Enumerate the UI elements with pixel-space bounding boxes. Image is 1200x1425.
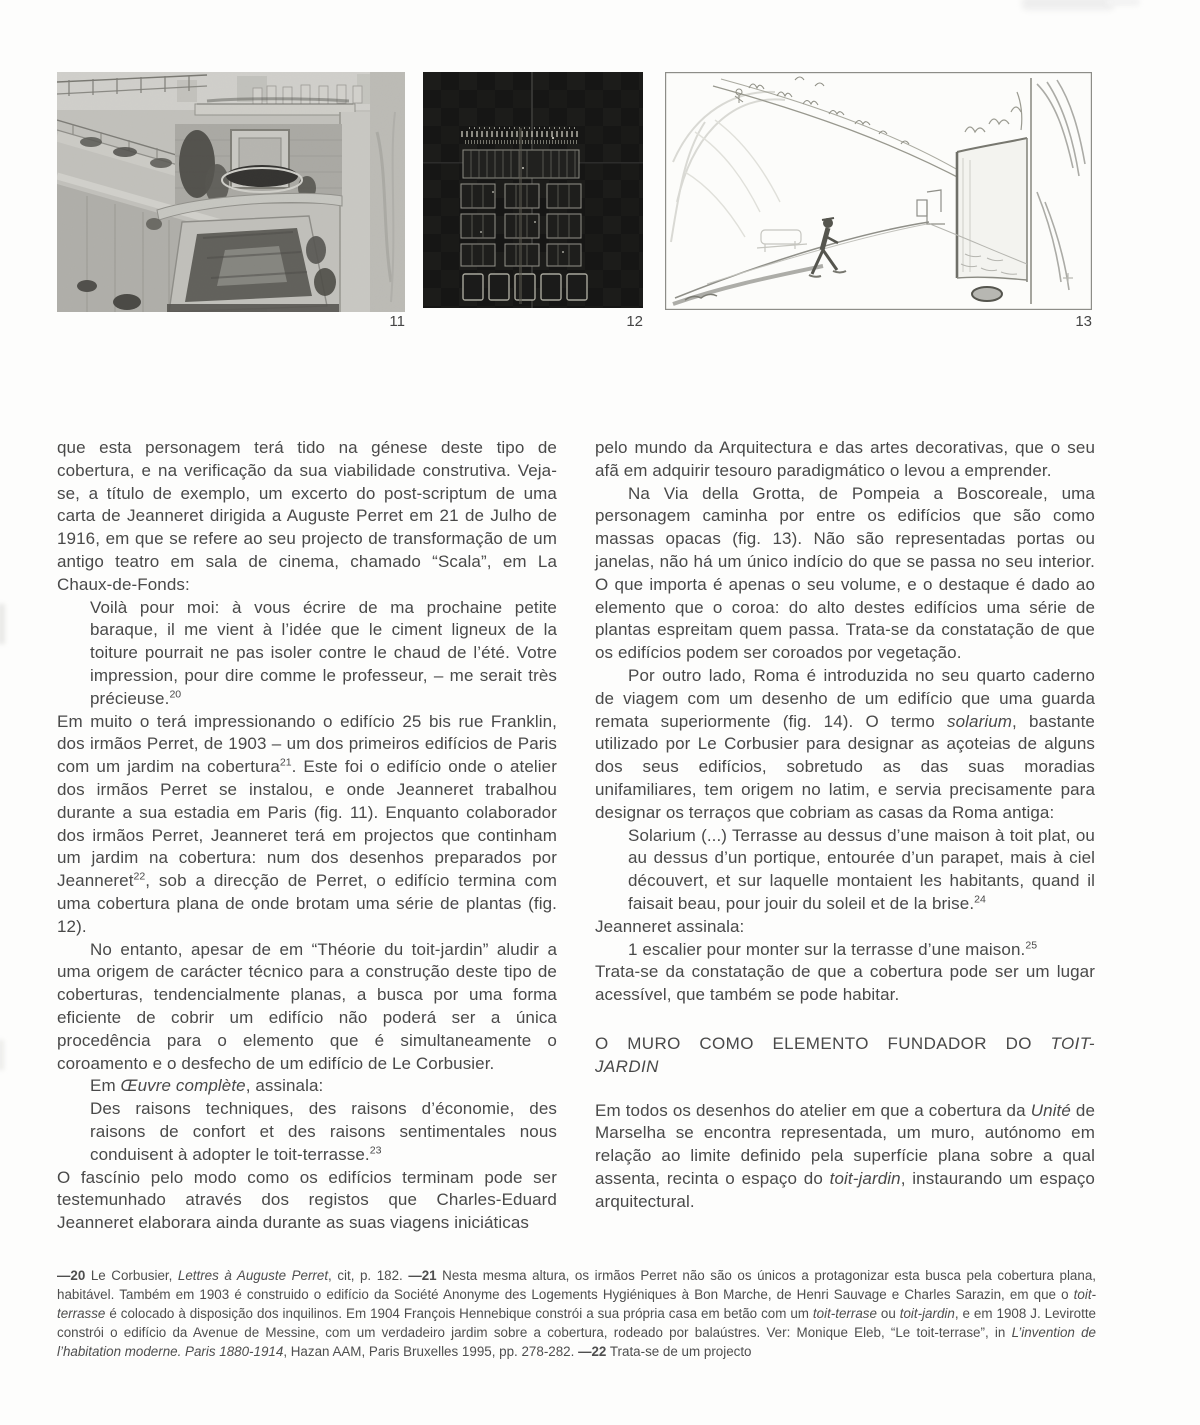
figure-13-image bbox=[665, 72, 1092, 310]
body-paragraph: Jeanneret assinala: bbox=[595, 916, 745, 936]
figure-12-caption: 12 bbox=[626, 313, 643, 330]
figure-13 bbox=[665, 72, 1092, 310]
block-quote: Voilà pour moi: à vous écrire de ma prochaine petite baraque, il me vient à l’idée que le ciment ligneux de la toiture pourrait ne pas isoler contre le chaud de l’été. Votre impression, pour dire comme le professeur, – me serait très précieuse.$^{20}$ bbox=[90, 597, 557, 708]
footnote-marker: 22 bbox=[133, 870, 146, 883]
body-paragraph: No entanto, apesar de em “Théorie du toit-jardin” aludir a uma origem de carácter técnico para a construção deste tipo de coberturas, tendencialmente planas, a busca por uma forma eficiente de cobrir um edifício não poderá ser a única procedência para o elemento que é simultaneamente o coroamento e o desfecho de um edifício de Le Corbusier. bbox=[57, 939, 557, 1073]
figure-11-caption: 11 bbox=[389, 313, 405, 330]
body-paragraph: Em muito o terá impressionando o edifício 25 bis rue Franklin, dos irmãos Perret, de 1903 – um dos primeiros edifícios de Paris com um jardim na cobertura$^{21}$. Este foi o edifício onde o atelier dos irmãos Perret se instalou, e onde Jeanneret trabalhou durante a sua estadia em Paris (fig. 11). Enquanto colaborador dos irmãos Perret, Jeanneret terá em projectos que continham um jardim na cobertura: num dos desenhos preparados por Jeanneret$^{22}$, sob a direcção de Perret, o edifício termina com uma cobertura plana de onde brotam uma série de plantas (fig. 12). bbox=[57, 711, 557, 936]
body-paragraph: Trata-se da constatação de que a cobertura pode ser um lugar acessível, que também se pode habitar. bbox=[595, 962, 1095, 1005]
figure-13-caption: 13 bbox=[1075, 313, 1092, 330]
body-paragraph: Na Via della Grotta, de Pompeia a Boscoreale, uma personagem caminha por entre os edifícios que são como massas opacas (fig. 13). Não são representadas portas ou janelas, não há um único indício do que se passa no seu interior. O que importa é apenas o seu volume, e o destaque é dado ao elemento que o coroa: do alto destes edifícios uma série de plantas espreitam quem passa. Trata-se da constatação de que os edifícios podem ser coroados por vegetação. bbox=[595, 483, 1095, 663]
block-quote: Solarium (...) Terrasse au dessus d’une maison à toit plat, ou au dessus d’un portique, entourée d’un parapet, mais à ciel découvert, et sur laquelle montaient les habitants, quand il faisait beau, pour jouir du soleil et de la brise.$^{24}$ bbox=[628, 825, 1095, 913]
body-paragraph: Em Œuvre complète, assinala: bbox=[90, 1076, 324, 1096]
footnotes bbox=[57, 1266, 1096, 1361]
body-paragraph: O fascínio pelo modo como os edifícios terminam pode ser testemunhado através dos registos que Charles-Eduard Jeanneret elaborara ainda durante as suas viagens iniciáticas bbox=[57, 1167, 557, 1233]
body-paragraph: Em todos os desenhos do atelier em que a cobertura da Unité de Marselha se encontra representada, um muro, autónomo em relação ao limite definido pela superfície plana sobre a qual assenta, recinta o espaço do toit-jardin, instaurando um espaço arquitectural. bbox=[595, 1100, 1096, 1211]
figure-12-image bbox=[423, 72, 643, 308]
column-right bbox=[595, 437, 1095, 1214]
block-quote: Des raisons techniques, des raisons d’économie, des raisons de confort et des raisons sentimentales nous conduisent à adopter le toit-terrasse.$^{23}$ bbox=[90, 1099, 557, 1164]
figure-11-image bbox=[57, 72, 405, 312]
footnote-marker: 25 bbox=[1025, 938, 1038, 951]
body-paragraph: Por outro lado, Roma é introduzida no seu quarto caderno de viagem com um desenho de um edifício que uma guarda remata superiormente (fig. 14). O termo solarium, bastante utilizado por Le Corbusier para designar as açoteias de alguns dos seus edifícios, sobretudo as das suas moradias unifamiliares, tem origem no latim, e servia precisamente para designar os terraços que cobriam as casas da Roma antiga: bbox=[595, 665, 1095, 822]
body-paragraph: pelo mundo da Arquitectura e das artes decorativas, que o seu afã em adquirir tesouro paradigmático o levou a emprender. bbox=[595, 438, 1095, 480]
scan-smudge bbox=[1022, 0, 1114, 10]
scan-smudge bbox=[0, 604, 5, 644]
section-heading: JARDIN bbox=[595, 1056, 659, 1076]
figure-12 bbox=[423, 72, 643, 308]
spacer bbox=[595, 1079, 1095, 1100]
block-quote: 1 escalier pour monter sur la terrasse d’une maison.$^{25}$ bbox=[628, 938, 1038, 959]
section-heading: O MURO COMO ELEMENTO FUNDADOR DO TOIT- bbox=[595, 1033, 1095, 1053]
footnote-marker: 21 bbox=[279, 756, 292, 769]
body-paragraph: que esta personagem terá tido na génese deste tipo de cobertura, e na verificação da sua viabilidade construtiva. Veja-se, a título de exemplo, um excerto do post-scriptum de uma carta de Jeanneret dirigida a Auguste Perret em 21 de Julho de 1916, em que se refere ao seu projecto de transformação de um antigo teatro em sala de cinema, chamado “Scala”, em La Chaux-de-Fonds: bbox=[57, 438, 557, 594]
scan-smudge bbox=[0, 1040, 4, 1070]
footnote-marker: 20 bbox=[169, 688, 182, 701]
figure-11 bbox=[57, 72, 405, 312]
scan-smudge bbox=[1106, 0, 1140, 6]
footnote-marker: 24 bbox=[974, 893, 986, 906]
footnote-marker: 23 bbox=[369, 1144, 382, 1157]
footnote-text: —20 Le Corbusier, Lettres à Auguste Perret, cit, p. 182. —21 Nesta mesma altura, os irmãos Perret não são os únicos a protagonizar esta busca pela cobertura plana, habitável. Também em 1903 é construido o edifício da Société Anonyme des Logements Hygiéniques à Bon Marche, de Henri Sauvage e Charles Sarazin, em que o toit-terrasse é colocado à disposição dos inquilinos. Em 1904 François Hennebique constrói a sua própria casa em betão com um toit-terrase ou toit-jardin, e em 1908 J. Levirotte constrói o edifício da Avenue de Messine, com um verdadeiro jardim sobre a cobertura, rodeado por balaústres. Ver: Monique Eleb, “Le toit-terrase”, in L’invention de l’habitation moderne. Paris 1880-1914, Hazan AAM, Paris Bruxelles 1995, pp. 278-282. —22 Trata-se de um projecto bbox=[57, 1268, 1096, 1359]
column-left bbox=[57, 437, 557, 1235]
spacer bbox=[595, 1007, 1095, 1033]
